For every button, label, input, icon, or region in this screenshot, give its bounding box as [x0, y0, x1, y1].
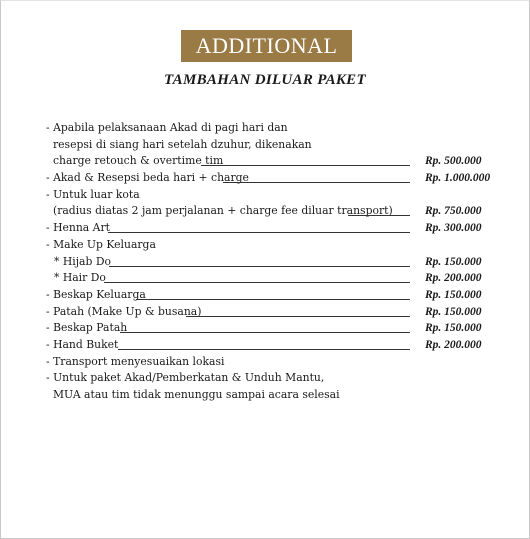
item-text: - Henna Art: [46, 220, 113, 237]
list-item: [46, 137, 496, 154]
list-item: [46, 320, 496, 337]
page-title: ADDITIONAL: [195, 33, 338, 58]
item-text: * Hair Do: [46, 270, 109, 287]
list-item: [46, 337, 496, 354]
leader-line: [104, 282, 410, 283]
leader-line: [223, 182, 410, 183]
list-item: [46, 370, 496, 387]
list-item: [46, 220, 496, 237]
item-price: Rp. 500.000: [425, 155, 482, 168]
list-item: [46, 170, 496, 187]
leader-line: [109, 266, 410, 267]
item-price: Rp. 750.000: [425, 205, 482, 218]
list-item: [46, 287, 496, 304]
item-text: - Transport menyesuaikan lokasi: [46, 354, 227, 371]
item-text: - Hand Buket: [46, 337, 121, 354]
item-price: Rp. 150.000: [425, 322, 482, 335]
list-item: [46, 237, 496, 254]
item-text: charge retouch & overtime tim: [46, 153, 226, 170]
item-text: resepsi di siang hari setelah dzuhur, dikenakan: [46, 137, 315, 154]
leader-line: [120, 332, 410, 333]
item-text: - Akad & Resepsi beda hari + charge: [46, 170, 252, 187]
list-item: [46, 270, 496, 287]
item-price: Rp. 150.000: [425, 305, 482, 318]
item-text: - Make Up Keluarga: [46, 237, 159, 254]
additional-items-list: [46, 120, 496, 404]
item-price: Rp. 150.000: [425, 255, 482, 268]
item-text: - Untuk paket Akad/Pemberkatan & Unduh Mantu,: [46, 370, 327, 387]
item-text: - Untuk luar kota: [46, 187, 143, 204]
list-item: [46, 203, 496, 220]
title-banner: [181, 30, 352, 62]
item-price: Rp. 200.000: [425, 338, 482, 351]
item-price: Rp. 1.000.000: [425, 172, 491, 185]
item-text: - Beskap Patah: [46, 320, 130, 337]
leader-line: [201, 165, 410, 166]
list-item: [46, 387, 496, 404]
item-text: - Apabila pelaksanaan Akad di pagi hari dan: [46, 120, 291, 137]
leader-line: [348, 215, 410, 216]
item-text: MUA atau tim tidak menunggu sampai acara selesai: [46, 387, 343, 404]
item-price: Rp. 300.000: [425, 222, 482, 235]
item-text: (radius diatas 2 jam perjalanan + charge fee diluar transport): [46, 203, 396, 220]
leader-line: [108, 232, 410, 233]
list-item: [46, 354, 496, 371]
list-item: [46, 304, 496, 321]
item-text: - Beskap Keluarga: [46, 287, 149, 304]
item-price: Rp. 200.000: [425, 272, 482, 285]
item-price: Rp. 150.000: [425, 288, 482, 301]
list-item: [46, 187, 496, 204]
list-item: [46, 120, 496, 137]
page-subtitle: TAMBAHAN DILUAR PAKET: [164, 72, 366, 88]
list-item: [46, 153, 496, 170]
leader-line: [186, 316, 410, 317]
list-item: [46, 254, 496, 271]
item-text: - Patah (Make Up & busana): [46, 304, 204, 321]
leader-line: [118, 349, 410, 350]
item-text: * Hijab Do: [46, 254, 114, 271]
leader-line: [136, 299, 410, 300]
